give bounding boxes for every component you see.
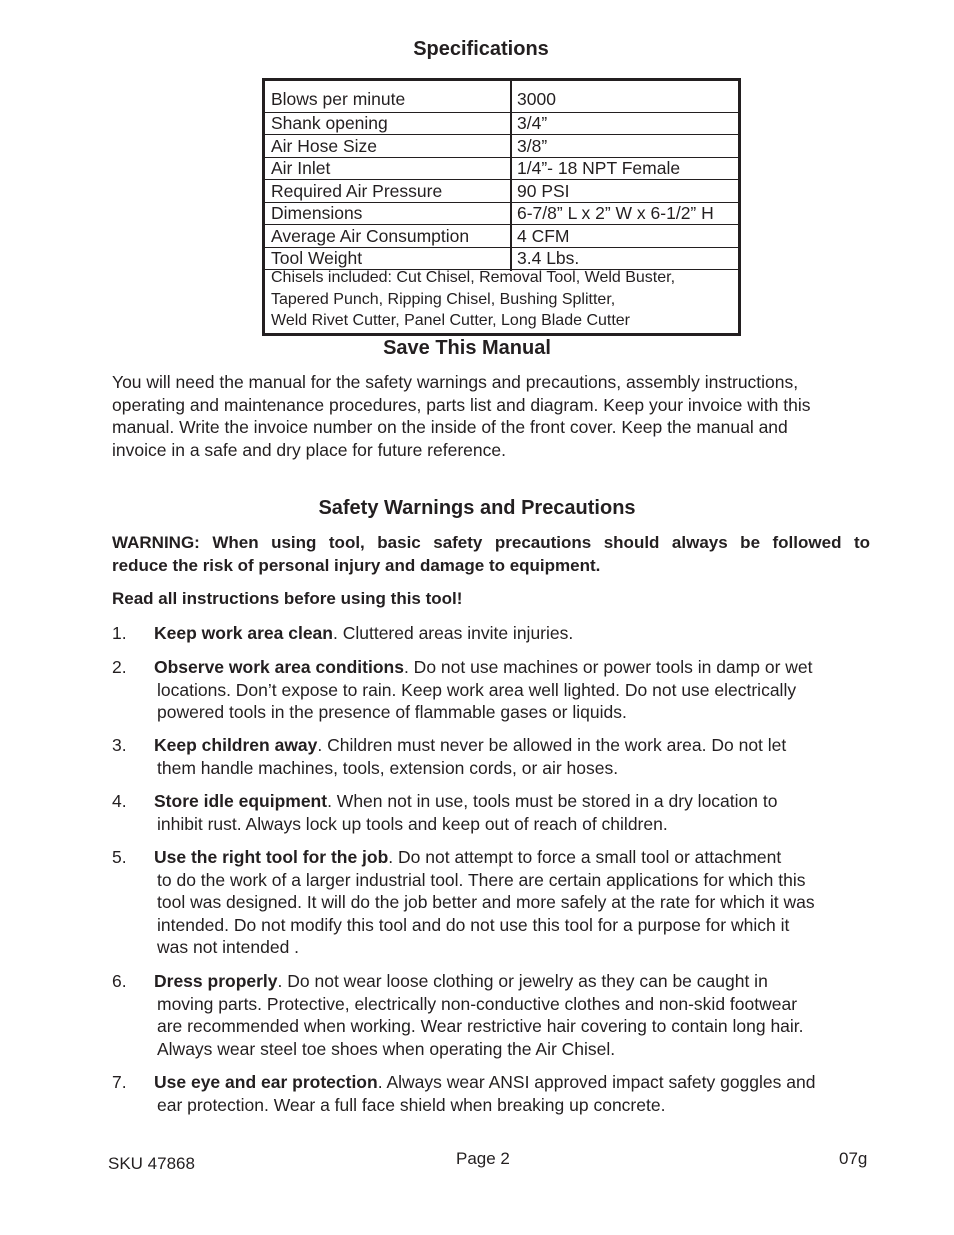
item-text: . Cluttered areas invite injuries. xyxy=(332,623,574,643)
warning-line: WARNING: When using tool, basic safety precautions should always be followed to xyxy=(112,533,870,552)
item-text-line: locations. Don’t expose to rain. Keep work area well lighted. Do not use electrically xyxy=(157,679,797,700)
item-text: . Always wear ANSI approved impact safety goggles and xyxy=(377,1072,816,1092)
paragraph-line: operating and maintenance procedures, parts list and diagram. Keep your invoice with this xyxy=(112,394,811,415)
specifications-table xyxy=(262,78,741,336)
item-heading: Use the right tool for the job xyxy=(154,847,389,867)
item-text: . When not in use, tools must be stored in a dry location to xyxy=(327,791,778,811)
spec-label: Blows per minute xyxy=(271,89,406,109)
warning-line: reduce the risk of personal injury and damage to equipment. xyxy=(112,555,601,575)
spec-label: Tool Weight xyxy=(271,248,363,268)
item-heading: Observe work area conditions xyxy=(154,657,404,677)
item-text-line: intended. Do not modify this tool and do not use this tool for a purpose for which it xyxy=(157,914,790,935)
spec-value: 90 PSI xyxy=(517,180,570,201)
spec-label: Average Air Consumption xyxy=(271,225,470,246)
spec-row xyxy=(265,81,738,113)
item-heading: Keep work area clean xyxy=(154,623,333,643)
item-number: 2. xyxy=(112,657,127,677)
item-text-line: inhibit rust. Always lock up tools and keep out of reach of children. xyxy=(157,813,668,834)
item-number: 5. xyxy=(112,847,127,867)
spec-value: 1/4”- 18 NPT Female xyxy=(517,158,681,178)
page-number: Page 2 xyxy=(456,1149,510,1168)
item-text-line: are recommended when working. Wear restrictive hair covering to contain long hair. xyxy=(157,1016,804,1036)
spec-label: Air Inlet xyxy=(271,158,331,178)
spec-label: Air Hose Size xyxy=(271,135,378,156)
spec-value: 4 CFM xyxy=(517,225,570,246)
item-first-line xyxy=(154,1071,815,1094)
item-text-line: them handle machines, tools, extension cords, or air hoses. xyxy=(157,757,619,778)
item-first-line xyxy=(154,846,781,869)
item-number: 1. xyxy=(112,623,127,643)
item-heading: Store idle equipment xyxy=(154,791,328,811)
warning-paragraph xyxy=(112,532,870,577)
spec-row xyxy=(265,225,738,248)
sku-number: SKU 47868 xyxy=(108,1154,195,1173)
spec-value: 3/8” xyxy=(517,135,548,156)
item-text-line: Always wear steel toe shoes when operating the Air Chisel. xyxy=(157,1038,616,1059)
item-text-line: tool was designed. It will do the job better and more safely at the rate for which it was xyxy=(157,892,815,912)
item-heading: Keep children away xyxy=(154,735,318,755)
chisels-line: Weld Rivet Cutter, Panel Cutter, Long Blade Cutter xyxy=(271,312,631,329)
spec-value: 6-7/8” L x 2” W x 6-1/2” H xyxy=(517,203,714,223)
item-heading: Dress properly xyxy=(154,971,278,991)
item-text: . Do not use machines or power tools in damp or wet xyxy=(403,657,813,677)
spec-label: Dimensions xyxy=(271,203,363,223)
spec-row xyxy=(265,202,738,225)
spec-value: 3000 xyxy=(517,89,556,109)
spec-value: 3/4” xyxy=(517,113,548,133)
read-instructions-note: Read all instructions before using this tool! xyxy=(112,589,463,608)
spec-value: 3.4 Lbs. xyxy=(517,248,580,268)
spec-row xyxy=(265,180,738,203)
spec-row xyxy=(265,135,738,158)
item-text: . Children must never be allowed in the work area. Do not let xyxy=(317,735,787,755)
item-text-line: moving parts. Protective, electrically non-conductive clothes and non-skid footwear xyxy=(157,993,798,1014)
item-first-line xyxy=(154,790,777,813)
item-heading: Use eye and ear protection xyxy=(154,1072,378,1092)
item-text: . Do not wear loose clothing or jewelry as they can be caught in xyxy=(277,971,768,991)
paragraph-line: You will need the manual for the safety warnings and precautions, assembly instructions, xyxy=(112,372,799,392)
specifications-heading: Specifications xyxy=(413,38,549,60)
paragraph-line: invoice in a safe and dry place for future reference. xyxy=(112,439,506,460)
paragraph-line: manual. Write the invoice number on the inside of the front cover. Keep the manual and xyxy=(112,417,788,437)
item-first-line xyxy=(154,970,768,993)
chisels-line: Tapered Punch, Ripping Chisel, Bushing Splitter, xyxy=(271,290,616,308)
revision-code: 07g xyxy=(839,1149,868,1168)
item-number: 3. xyxy=(112,735,127,755)
save-manual-paragraph xyxy=(112,371,882,461)
item-first-line xyxy=(154,656,813,679)
chisels-included-note xyxy=(271,267,675,332)
spec-label: Required Air Pressure xyxy=(271,180,443,201)
item-number: 4. xyxy=(112,791,127,811)
item-text-line: was not intended . xyxy=(157,937,300,957)
safety-heading: Safety Warnings and Precautions xyxy=(318,497,636,519)
item-first-line xyxy=(154,734,786,757)
spec-row xyxy=(265,157,738,180)
spec-row xyxy=(265,112,738,135)
save-manual-heading: Save This Manual xyxy=(383,337,551,359)
item-number: 7. xyxy=(112,1072,127,1092)
spec-label: Shank opening xyxy=(271,113,388,133)
item-text-line: powered tools in the presence of flammable gases or liquids. xyxy=(157,702,627,722)
item-number: 6. xyxy=(112,971,127,991)
item-text: . Do not attempt to force a small tool or attachment xyxy=(388,847,782,867)
item-text-line: to do the work of a larger industrial tool. There are certain applications for which this xyxy=(157,869,806,890)
item-text-line: ear protection. Wear a full face shield when breaking up concrete. xyxy=(157,1094,666,1115)
chisels-line: Chisels included: Cut Chisel, Removal Tool, Weld Buster, xyxy=(271,269,676,286)
item-first-line xyxy=(154,622,573,645)
